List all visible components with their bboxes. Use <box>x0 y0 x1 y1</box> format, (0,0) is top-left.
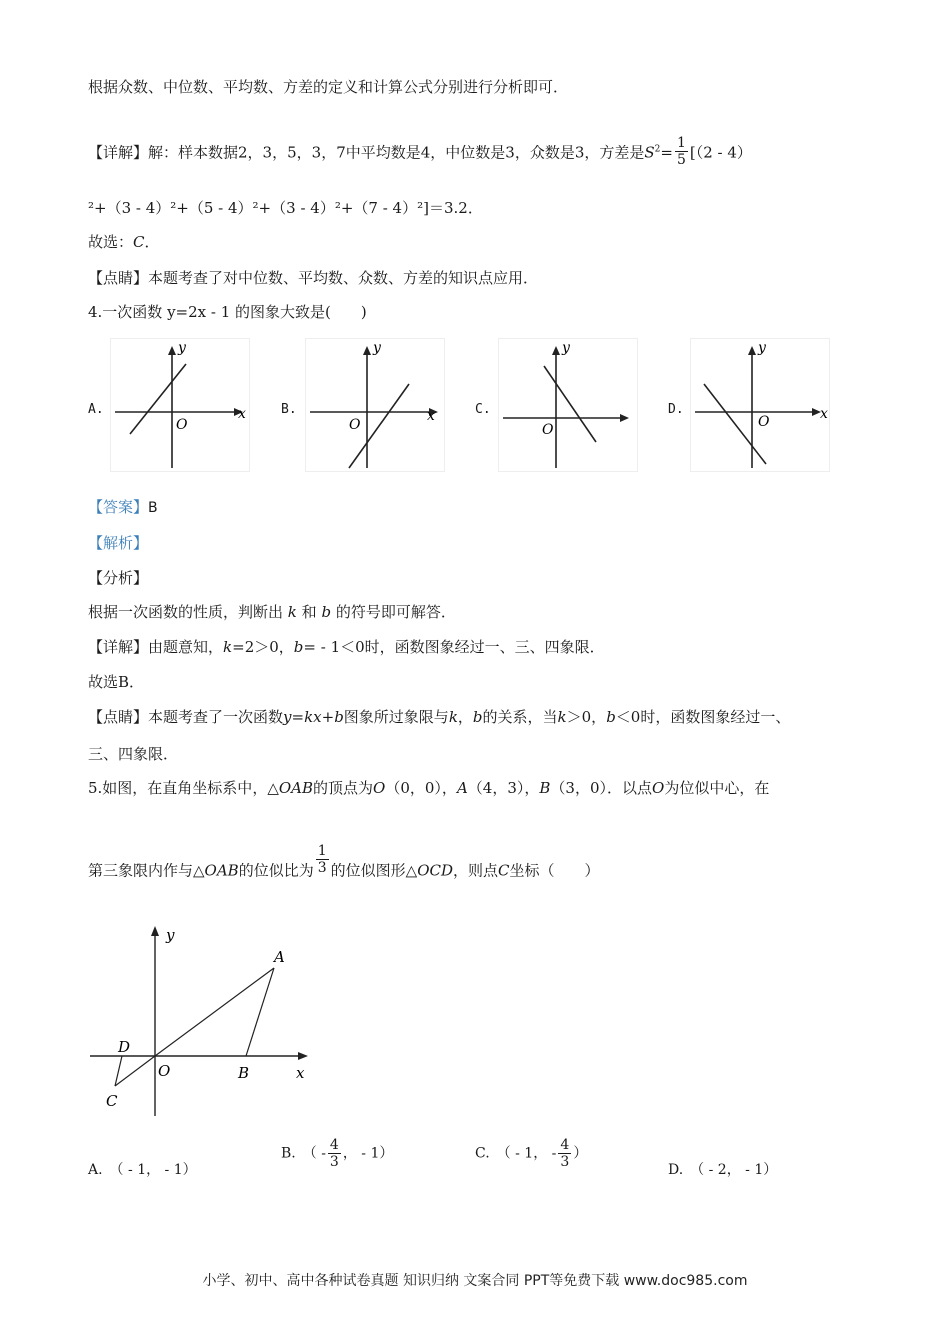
answer-value: B <box>148 500 158 516</box>
comment-tag: 【点睛】 <box>88 269 149 287</box>
xiangjie-line: 【详解】由题意知，k=2＞0，b= - 1＜0时，函数图象经过一、三、四象限． <box>88 638 605 656</box>
choose-b-line: 故选B． <box>88 673 145 691</box>
comment-line-1: 【点睛】本题考查了对中位数、平均数、众数、方差的知识点应用． <box>88 269 539 287</box>
detail-tag: 【详解】 <box>88 143 149 162</box>
q5-label-b: B <box>238 1064 250 1082</box>
svg-text:x: x <box>427 408 435 424</box>
variance-symbol: S <box>644 143 655 162</box>
svg-text:O: O <box>758 414 770 430</box>
page-footer: 小学、初中、高中各种试卷真题 知识归纳 文案合同 PPT等免费下载 www.doc985.com <box>202 1273 748 1289</box>
q5-option-b: B. （ - $\frac{4}{3}$ ， - 1） <box>281 1137 394 1170</box>
q4-graph-b <box>305 338 445 472</box>
svg-text:x: x <box>238 406 246 422</box>
svg-text:O: O <box>349 417 361 433</box>
svg-text:x: x <box>820 406 828 422</box>
q5-option-d: D. （ - 2， - 1） <box>668 1162 778 1178</box>
q4-graph-a <box>110 338 250 472</box>
q4-option-c-label: C. <box>475 402 491 417</box>
fraction-four-thirds: $\frac{4}{3}$ <box>329 1137 339 1170</box>
q4-graph-c <box>498 338 638 472</box>
q5-label-y: y <box>166 926 175 944</box>
svg-text:y: y <box>758 340 766 356</box>
detail-line: 【详解】解：样本数据2，3，5，3，7中平均数是4，中位数是3，众数是3，方差是$S^2=$ $\frac{1}{5}$ [（2 - 4） <box>88 135 752 168</box>
equals: = <box>660 143 673 162</box>
question-5-line-2: 第三象限内作与△OAB的位似比为 $\frac{1}{3}$ 的位似图形△OCD，则点C坐标（ ） <box>88 843 600 880</box>
answer-line <box>88 497 158 518</box>
svg-text:y: y <box>562 340 570 356</box>
q4-option-a-label: A. <box>88 402 104 417</box>
variance-calc-line: ²+（3 - 4）²+（5 - 4）²+（3 - 4）²+（7 - 4）²]＝3.2． <box>88 199 483 217</box>
fraction-four-thirds: $\frac{4}{3}$ <box>560 1137 570 1170</box>
question-4: 4.一次函数 y=2x - 1 的图象大致是( ) <box>88 303 367 321</box>
q5-label-a: A <box>274 948 285 966</box>
q5-option-a: A. （ - 1， - 1） <box>88 1162 197 1178</box>
q4-graph-d <box>690 338 840 472</box>
q5-label-c: C <box>106 1092 118 1110</box>
fenxi-tag: 【分析】 <box>88 569 149 587</box>
svg-text:y: y <box>373 340 381 356</box>
answer-tag: 【答案】 <box>88 498 149 516</box>
q5-label-d: D <box>118 1038 131 1056</box>
svg-text:O: O <box>176 417 188 433</box>
q4-option-b-label: B. <box>281 402 297 417</box>
q5-label-o: O <box>158 1062 171 1080</box>
question-5-line-1: 5.如图，在直角坐标系中，△OAB的顶点为O（0，0），A（4，3），B（3，0）．以点O为位似中心，在 <box>88 779 770 797</box>
choose-c-line: 故选：C． <box>88 233 160 251</box>
detail-tail: [（2 - 4） <box>689 143 752 162</box>
fraction-one-third: $\frac{1}{3}$ <box>317 843 327 876</box>
q4-option-d-label: D. <box>668 402 684 417</box>
q5-label-x: x <box>296 1064 305 1082</box>
svg-text:y: y <box>178 340 186 356</box>
detail-text: 解：样本数据2，3，5，3，7中平均数是4，中位数是3，众数是3，方差是 <box>148 143 645 162</box>
q5-coordinate-figure <box>86 920 326 1120</box>
svg-text:O: O <box>542 422 554 438</box>
fenxi-line: 根据一次函数的性质，判断出 k 和 b 的符号即可解答． <box>88 603 456 621</box>
fraction-one-fifth: $\frac{1}{5}$ <box>676 135 686 168</box>
q5-option-c: C. （ - 1， - $\frac{4}{3}$ ） <box>475 1137 588 1170</box>
dianjing-line-2: 三、四象限． <box>88 745 179 763</box>
analysis-tag: 【解析】 <box>88 534 149 552</box>
intro-line: 根据众数、中位数、平均数、方差的定义和计算公式分别进行分析即可． <box>88 78 569 96</box>
dianjing-line-1: 【点睛】本题考查了一次函数y=kx+b图象所过象限与k，b的关系，当k＞0，b＜0时，函数图象经过一、 <box>88 708 791 726</box>
